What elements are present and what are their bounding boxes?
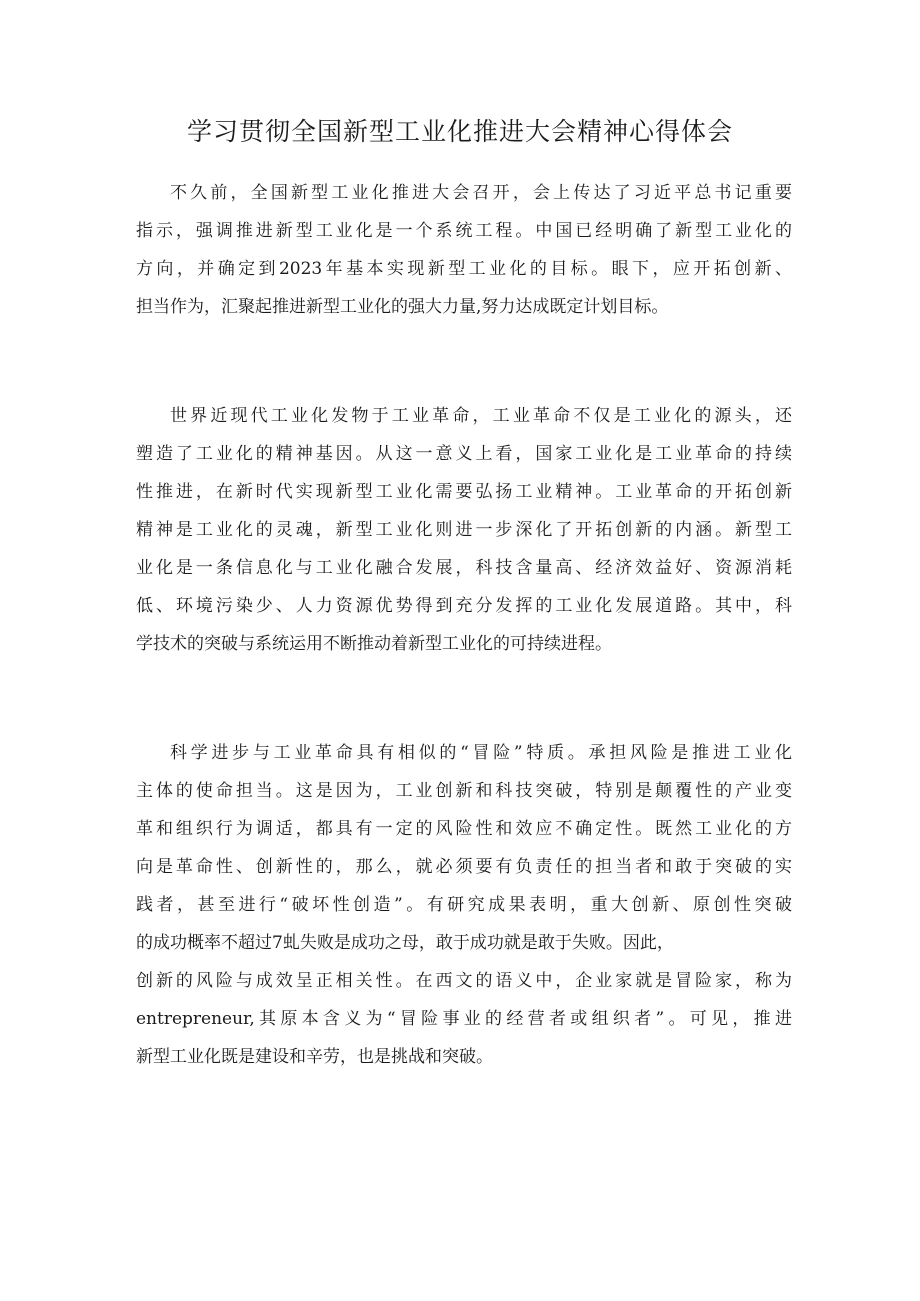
paragraph-line: 性推进，在新时代实现新型工业化需要弘扬工业精神。工业革命的开拓创新 [136,482,792,502]
paragraph-line: 向是革命性、创新性的，那么，就必须要有负责任的担当者和敢于突破的实 [136,857,792,877]
paragraph-line: 革和组织行为调适，都具有一定的风险性和效应不确定性。既然工业化的方 [136,819,792,839]
paragraph-line: 新型工业化既是建设和辛劳，也是挑战和突破。 [136,1047,493,1067]
paragraph-line: 创新的风险与成效呈正相关性。在西文的语义中，企业家就是冒险家，称为 [136,971,792,991]
document-title: 学习贯彻全国新型工业化推进大会精神心得体会 [186,117,733,146]
paragraph-line: 塑造了工业化的精神基因。从这一意义上看，国家工业化是工业革命的持续 [136,444,792,464]
paragraph-1 [136,174,792,326]
paragraph-2 [136,397,792,663]
paragraph-line: 担当作为，汇聚起推进新型工业化的强大力量,努力达成既定计划目标。 [136,297,669,317]
paragraph-line: 的成功概率不超过7虬失败是成功之母，敢于成功就是敢于失败。因此， [136,933,674,953]
paragraph-line: 主体的使命担当。这是因为，工业创新和科技突破，特别是颠覆性的产业变 [136,781,792,801]
paragraph-line: 精神是工业化的灵魂，新型工业化则进一步深化了开拓创新的内涵。新型工 [136,520,792,540]
paragraph-line: 低、环境污染少、人力资源优势得到充分发挥的工业化发展道路。其中，科 [136,596,792,616]
paragraph-line: 方向，并确定到2023年基本实现新型工业化的目标。眼下，应开拓创新、 [136,259,792,279]
paragraph-line: 践者，甚至进行“破坏性创造”。有研究成果表明，重大创新、原创性突破 [136,895,792,915]
paragraph-line: 指示，强调推进新型工业化是一个系统工程。中国已经明确了新型工业化的 [136,221,792,241]
paragraph-line: 不久前，全国新型工业化推进大会召开，会上传达了习近平总书记重要 [170,183,792,203]
paragraph-line: 业化是一条信息化与工业化融合发展，科技含量高、经济效益好、资源消耗 [136,558,792,578]
paragraph-line: 世界近现代工业化发物于工业革命，工业革命不仅是工业化的源头，还 [170,406,792,426]
paragraph-3 [136,734,792,1076]
paragraph-line: entrepreneur,其原本含义为“冒险事业的经营者或组织者”。可见，推进 [136,1009,792,1029]
paragraph-line: 科学进步与工业革命具有相似的“冒险”特质。承担风险是推进工业化 [170,743,792,763]
paragraph-line: 学技术的突破与系统运用不断推动着新型工业化的可持续进程。 [136,634,612,654]
